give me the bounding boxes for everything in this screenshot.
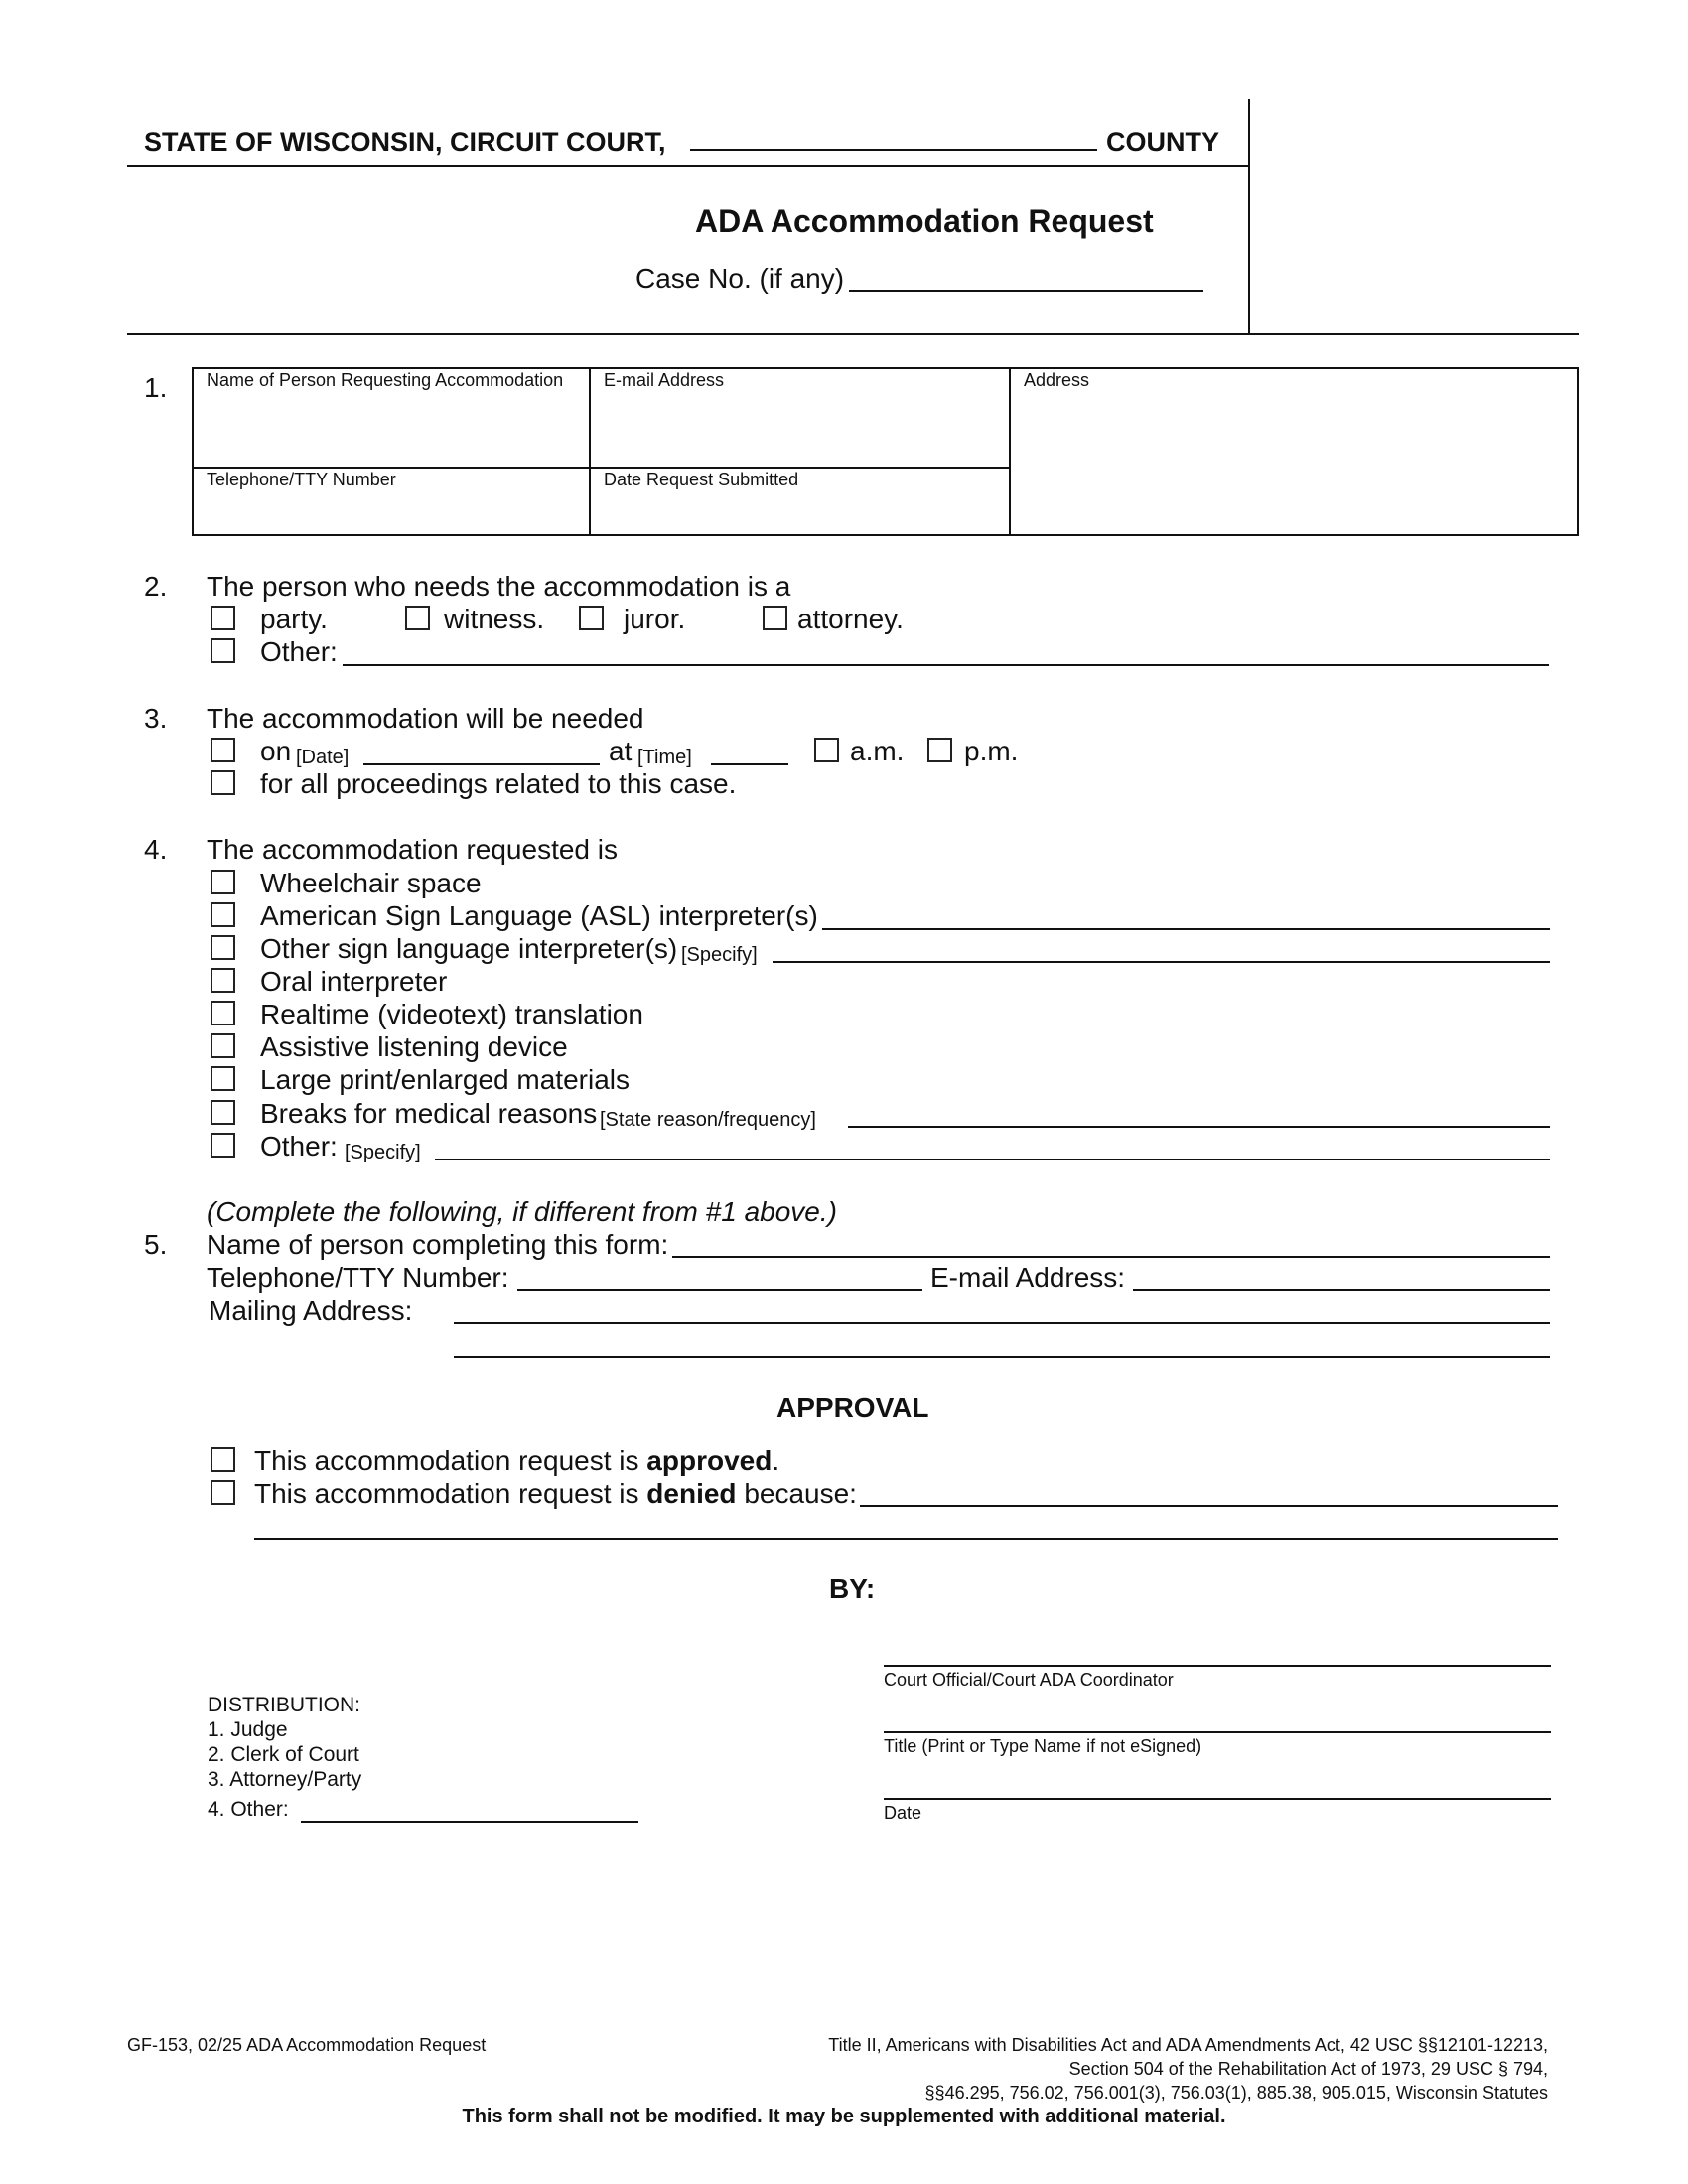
denial-reason-field[interactable] <box>860 1505 1558 1507</box>
accommodation-checkbox[interactable] <box>211 1001 235 1025</box>
section-number-1: 1. <box>144 372 168 403</box>
section3-heading: The accommodation will be needed <box>207 703 644 734</box>
completer-name-field[interactable] <box>672 1256 1550 1258</box>
section-number-2: 2. <box>144 571 168 602</box>
other-role-field[interactable] <box>343 664 1549 666</box>
am-checkbox[interactable] <box>814 738 839 762</box>
pm-checkbox[interactable] <box>927 738 952 762</box>
party-checkbox[interactable] <box>211 606 235 630</box>
approved-statement <box>254 1446 779 1476</box>
on-label: on <box>260 736 292 766</box>
specify-hint: [Specify] <box>345 1142 421 1163</box>
form-id: GF-153, 02/25 ADA Accommodation Request <box>127 2035 487 2055</box>
distribution-item: 3. Attorney/Party <box>208 1768 362 1791</box>
table-divider <box>589 367 591 536</box>
county-name-field[interactable] <box>690 149 1097 151</box>
accommodation-label: Other: <box>260 1131 338 1161</box>
official-title-label: Title (Print or Type Name if not eSigned) <box>884 1736 1202 1756</box>
statute-line-3: §§46.295, 756.02, 756.001(3), 756.03(1), 885.38, 905.015, Wisconsin Statutes <box>924 2083 1548 2103</box>
case-no-label: Case No. (if any) <box>635 263 845 294</box>
approved-suffix: . <box>772 1445 780 1476</box>
asl-interpreter-field[interactable] <box>822 928 1550 930</box>
denied-checkbox[interactable] <box>211 1480 235 1505</box>
accommodation-label: American Sign Language (ASL) interpreter(s) <box>260 900 818 931</box>
section4-heading: The accommodation requested is <box>207 834 618 865</box>
juror-label: juror. <box>624 604 686 634</box>
witness-label: witness. <box>444 604 545 634</box>
completer-email-field[interactable] <box>1133 1289 1550 1291</box>
requester-email-field[interactable]: E-mail Address <box>604 370 725 390</box>
denied-statement <box>254 1479 857 1509</box>
distribution-item: 2. Clerk of Court <box>208 1743 359 1766</box>
statute-line-2: Section 504 of the Rehabilitation Act of 1973, 29 USC § 794, <box>1068 2059 1548 2079</box>
requester-info-table <box>192 367 1579 536</box>
accommodation-label: Realtime (videotext) translation <box>260 999 643 1029</box>
completer-phone-label: Telephone/TTY Number: <box>207 1262 509 1293</box>
specific-date-checkbox[interactable] <box>211 738 235 762</box>
modification-notice: This form shall not be modified. It may be supplemented with additional material. <box>462 2106 1226 2127</box>
accommodation-label: Assistive listening device <box>260 1031 568 1062</box>
other-role-checkbox[interactable] <box>211 638 235 663</box>
approved-prefix: This accommodation request is <box>254 1445 639 1476</box>
section-number-4: 4. <box>144 834 168 865</box>
accommodation-label: Other sign language interpreter(s) <box>260 933 678 964</box>
official-signature-label: Court Official/Court ADA Coordinator <box>884 1670 1174 1690</box>
denied-word: denied <box>646 1478 737 1509</box>
completer-phone-field[interactable] <box>517 1289 922 1291</box>
section-number-3: 3. <box>144 703 168 734</box>
pm-label: p.m. <box>964 736 1019 766</box>
completer-name-label: Name of person completing this form: <box>207 1229 669 1260</box>
mailing-address-field-2[interactable] <box>454 1356 1550 1358</box>
case-no-field[interactable] <box>849 290 1203 292</box>
signature-date-field[interactable] <box>884 1798 1551 1800</box>
mailing-address-label: Mailing Address: <box>209 1296 413 1326</box>
distribution-item: 1. Judge <box>208 1718 288 1741</box>
specify-hint: [Specify] <box>681 944 758 966</box>
other-role-label: Other: <box>260 636 338 667</box>
requester-name-field[interactable]: Name of Person Requesting Accommodation <box>207 370 564 390</box>
section2-heading: The person who needs the accommodation is a <box>207 571 791 602</box>
requester-phone-field[interactable]: Telephone/TTY Number <box>207 470 396 489</box>
denial-reason-field-2[interactable] <box>254 1538 1558 1540</box>
official-title-field[interactable] <box>884 1731 1551 1733</box>
distribution-other-field[interactable] <box>301 1821 638 1823</box>
request-date-field[interactable]: Date Request Submitted <box>604 470 799 489</box>
time-hint: [Time] <box>637 747 692 768</box>
county-label: COUNTY <box>1106 127 1219 157</box>
distribution-item: 4. Other: <box>208 1798 289 1821</box>
section-number-5: 5. <box>144 1229 168 1260</box>
accommodation-checkbox[interactable] <box>211 1133 235 1158</box>
juror-checkbox[interactable] <box>579 606 604 630</box>
section5-note: (Complete the following, if different from #1 above.) <box>207 1196 837 1227</box>
all-proceedings-checkbox[interactable] <box>211 770 235 795</box>
header-divider <box>1248 99 1250 334</box>
accommodation-checkbox[interactable] <box>211 1100 235 1125</box>
party-label: party. <box>260 604 328 634</box>
header-bottom-rule <box>127 333 1579 335</box>
accommodation-checkbox[interactable] <box>211 968 235 993</box>
official-signature-field[interactable] <box>884 1665 1551 1667</box>
accommodation-label: Wheelchair space <box>260 868 482 898</box>
distribution-heading: DISTRIBUTION: <box>208 1694 361 1716</box>
table-divider <box>192 467 1010 469</box>
by-label: BY: <box>829 1573 876 1604</box>
accommodation-label: Breaks for medical reasons <box>260 1098 598 1129</box>
accommodation-checkbox[interactable] <box>211 1033 235 1058</box>
denied-suffix: because: <box>744 1478 857 1509</box>
denied-prefix: This accommodation request is <box>254 1478 639 1509</box>
all-proceedings-label: for all proceedings related to this case. <box>260 768 737 799</box>
requester-address-field[interactable]: Address <box>1024 370 1090 390</box>
attorney-label: attorney. <box>797 604 904 634</box>
am-label: a.m. <box>850 736 905 766</box>
header-rule <box>127 165 1249 167</box>
approved-word: approved <box>646 1445 773 1476</box>
accommodation-label: Oral interpreter <box>260 966 448 997</box>
needed-time-field[interactable] <box>711 763 788 765</box>
signature-date-label: Date <box>884 1803 922 1823</box>
form-title: ADA Accommodation Request <box>695 204 1154 239</box>
statute-line-1: Title II, Americans with Disabilities Act and ADA Amendments Act, 42 USC §§12101-12213, <box>828 2035 1548 2055</box>
attorney-checkbox[interactable] <box>763 606 787 630</box>
date-hint: [Date] <box>296 747 350 768</box>
needed-date-field[interactable] <box>363 763 600 765</box>
other-accommodation-field[interactable] <box>435 1159 1550 1160</box>
accommodation-checkbox[interactable] <box>211 935 235 960</box>
accommodation-checkbox[interactable] <box>211 870 235 894</box>
court-label: STATE OF WISCONSIN, CIRCUIT COURT, <box>144 127 666 157</box>
accommodation-checkbox[interactable] <box>211 902 235 927</box>
mailing-address-field[interactable] <box>454 1322 1550 1324</box>
approval-heading: APPROVAL <box>776 1392 929 1423</box>
medical-breaks-field[interactable] <box>848 1126 1550 1128</box>
other-sign-language-field[interactable] <box>773 961 1550 963</box>
approved-checkbox[interactable] <box>211 1447 235 1472</box>
at-label: at <box>609 736 633 766</box>
accommodation-checkbox[interactable] <box>211 1066 235 1091</box>
witness-checkbox[interactable] <box>405 606 430 630</box>
completer-email-label: E-mail Address: <box>930 1262 1126 1293</box>
reason-hint: [State reason/frequency] <box>600 1109 816 1131</box>
table-divider <box>1009 367 1011 536</box>
accommodation-label: Large print/enlarged materials <box>260 1064 630 1095</box>
